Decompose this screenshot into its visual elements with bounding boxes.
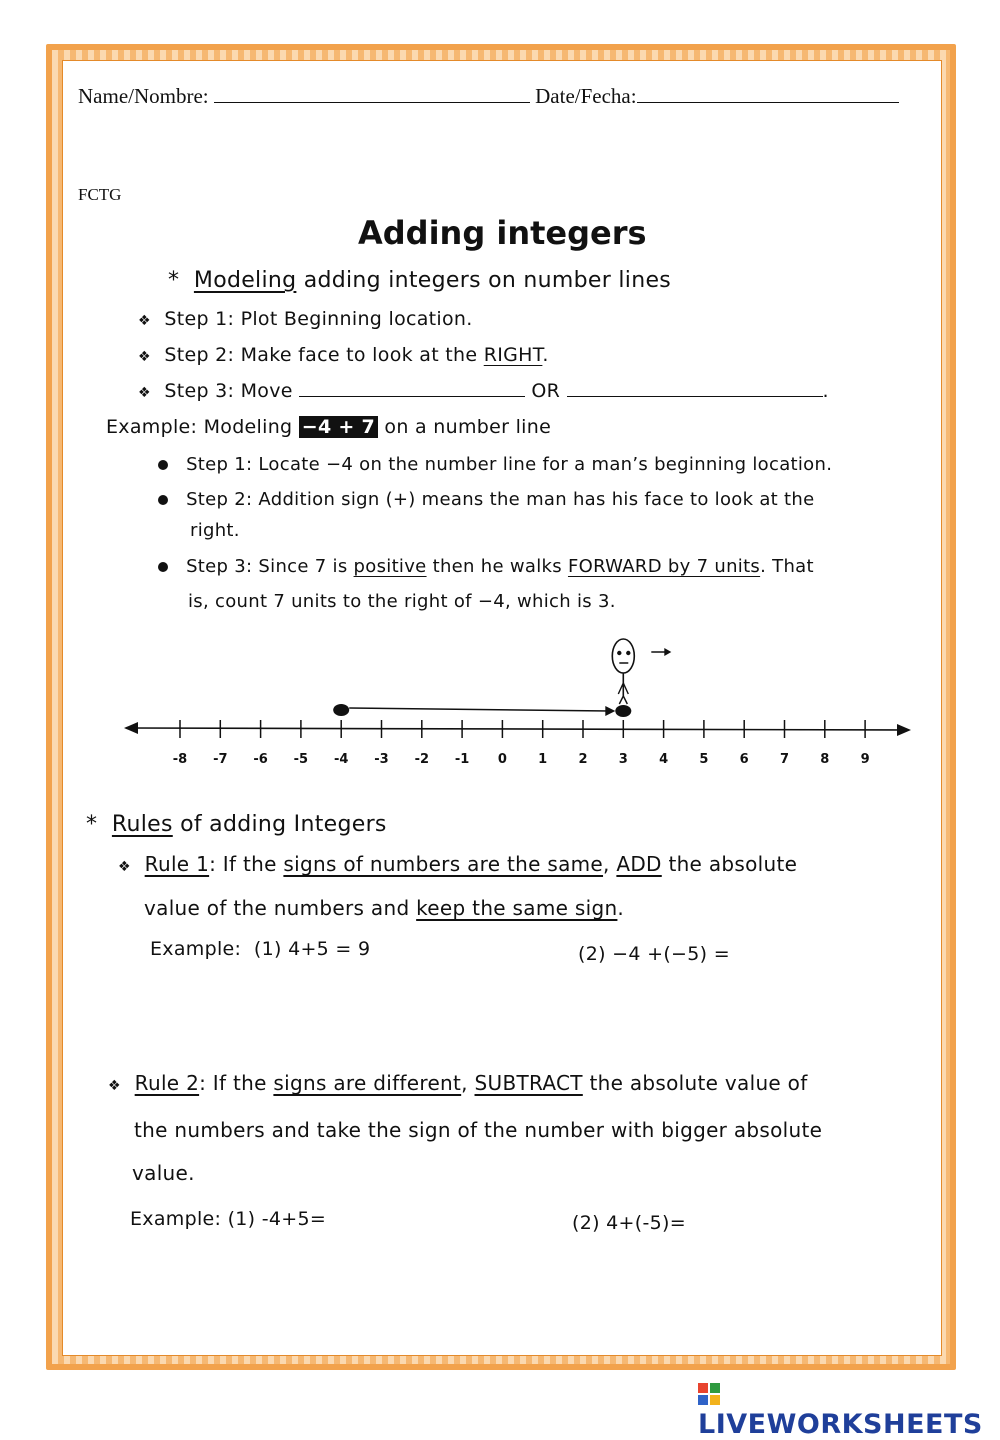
rule-1-example-1: [150, 938, 370, 960]
step-2-period: .: [542, 344, 549, 366]
step-3-or: OR: [531, 380, 561, 402]
start-point: [333, 704, 349, 716]
rule-2-line-2: the numbers and take the sign of the number with bigger absolute: [134, 1118, 823, 1142]
tick-label: 7: [779, 752, 790, 767]
worksheet-code: FCTG: [78, 185, 122, 204]
tick-label: 4: [659, 752, 669, 767]
step-2-right: RIGHT: [483, 344, 543, 366]
example-heading: [106, 416, 551, 438]
rule-1-keep-sign: keep the same sign: [416, 896, 618, 920]
tick-label: -1: [454, 752, 470, 767]
rule-1-label: Rule 1: [144, 852, 210, 876]
rule-1-e: the absolute: [668, 852, 798, 876]
rules-heading-rest: of adding Integers: [180, 812, 387, 837]
step-3-blank-2[interactable]: [567, 396, 823, 397]
date-label: Date/Fecha:: [535, 84, 637, 108]
name-input-line[interactable]: [214, 102, 530, 103]
rule-1-comma: ,: [603, 852, 610, 876]
page-title: Adding integers: [358, 214, 647, 252]
tick-label: -2: [414, 752, 430, 767]
rule-2-comma: ,: [461, 1071, 468, 1095]
jump-arrow: [349, 708, 609, 711]
bullet-icon: [158, 460, 168, 470]
rule-1-same-signs: signs of numbers are the same: [283, 852, 604, 876]
step-3-text: Step 3: Move: [164, 380, 293, 402]
example-expression: −4 + 7: [299, 416, 378, 438]
diamond-bullet-icon: ❖: [138, 313, 151, 329]
bullet-icon: [158, 562, 168, 572]
tick-label: -5: [293, 752, 309, 767]
rule-2-label: Rule 2: [134, 1071, 200, 1095]
name-label: Name/Nombre:: [78, 84, 209, 108]
liveworksheets-logo: [698, 1378, 1000, 1440]
section-rules-heading: [86, 812, 387, 837]
step-3: [138, 380, 829, 402]
number-line-labels: [0, 752, 1000, 776]
rule-1-add: ADD: [616, 852, 662, 876]
jump-arrowhead-icon: [605, 706, 615, 716]
tick-label: -4: [333, 752, 349, 767]
bullet-icon: [158, 495, 168, 505]
rules-underlined: Rules: [111, 812, 173, 837]
tick-label: 9: [860, 752, 870, 767]
example-step-2-cont: right.: [190, 520, 240, 541]
rule-1-period: .: [617, 896, 625, 920]
asterisk-bullet: *: [86, 812, 98, 837]
name-field-row: [78, 84, 899, 109]
example-step-3: [158, 556, 814, 577]
tick-label: 3: [618, 752, 628, 767]
rule-1-line-1: [118, 852, 797, 876]
rule-1-example-label: Example:: [150, 938, 242, 960]
end-point: [615, 705, 631, 717]
rule-1-line2-a: value of the numbers and: [144, 896, 410, 920]
example-step-3-positive: positive: [353, 556, 427, 577]
rule-2-different-signs: signs are different: [273, 1071, 462, 1095]
diamond-bullet-icon: ❖: [118, 859, 131, 875]
step-1: [138, 308, 473, 330]
tick-label: 8: [820, 752, 830, 767]
rule-1-a: : If the: [209, 852, 277, 876]
example-step-3-c: then he walks: [432, 556, 562, 577]
modeling-heading-rest: adding integers on number lines: [303, 268, 672, 293]
liveworksheets-icon: [698, 1383, 720, 1405]
rule-2-line-1: [108, 1071, 808, 1095]
rule-2-line-3: value.: [132, 1161, 195, 1185]
rule-2-e: the absolute value of: [589, 1071, 808, 1095]
example-step-3-cont: is, count 7 units to the right of −4, which is 3.: [188, 591, 616, 612]
example-step-1: [158, 454, 832, 475]
example-step-3-a: Step 3: Since 7 is: [186, 556, 348, 577]
diamond-bullet-icon: ❖: [138, 349, 151, 365]
example-step-2-text: Step 2: Addition sign (+) means the man has his face to look at the: [186, 489, 815, 510]
tick-label: 0: [497, 752, 507, 767]
diamond-bullet-icon: ❖: [108, 1078, 121, 1094]
brand-text: LIVEWORKSHEETS: [698, 1409, 983, 1440]
example-suffix: on a number line: [384, 416, 552, 438]
tick-label: 5: [699, 752, 709, 767]
rule-2-a: : If the: [199, 1071, 267, 1095]
diamond-bullet-icon: ❖: [138, 385, 151, 401]
example-step-3-e: . That: [760, 556, 814, 577]
tick-label: 2: [578, 752, 588, 767]
example-step-3-forward: FORWARD by 7 units: [567, 556, 761, 577]
right-arrow-icon: [897, 724, 911, 736]
tick-label: -6: [253, 752, 268, 767]
rule-2-subtract: SUBTRACT: [474, 1071, 583, 1095]
number-line-axis: [130, 728, 905, 730]
tick-label: -7: [213, 752, 228, 767]
example-prefix: Example: Modeling: [106, 416, 293, 438]
step-1-text: Step 1: Plot Beginning location.: [164, 308, 473, 330]
tick-label: 6: [739, 752, 749, 767]
example-step-1-text: Step 1: Locate −4 on the number line for a man’s beginning location.: [186, 454, 833, 475]
modeling-underlined: Modeling: [193, 268, 297, 293]
section-modeling-heading: [168, 268, 671, 293]
stick-man-icon: [612, 639, 671, 704]
tick-label: 1: [538, 752, 548, 767]
step-3-blank-1[interactable]: [299, 396, 525, 397]
rule-1-example-2: (2) −4 +(−5) =: [578, 943, 730, 965]
tick-label: -3: [374, 752, 389, 767]
rule-1-example-1-text: (1) 4+5 = 9: [253, 938, 371, 960]
left-arrow-icon: [124, 722, 138, 734]
example-step-2: [158, 489, 814, 510]
rule-1-line-2: [144, 896, 624, 920]
asterisk-bullet: *: [168, 268, 180, 293]
step-2-text: Step 2: Make face to look at the: [164, 344, 484, 366]
step-2: [138, 344, 549, 366]
date-input-line[interactable]: [637, 102, 899, 103]
step-3-period: .: [822, 380, 829, 402]
tick-label: -8: [172, 752, 188, 767]
rule-2-example-2: (2) 4+(-5)=: [572, 1212, 686, 1234]
rule-2-example-1: Example: (1) -4+5=: [130, 1208, 327, 1230]
